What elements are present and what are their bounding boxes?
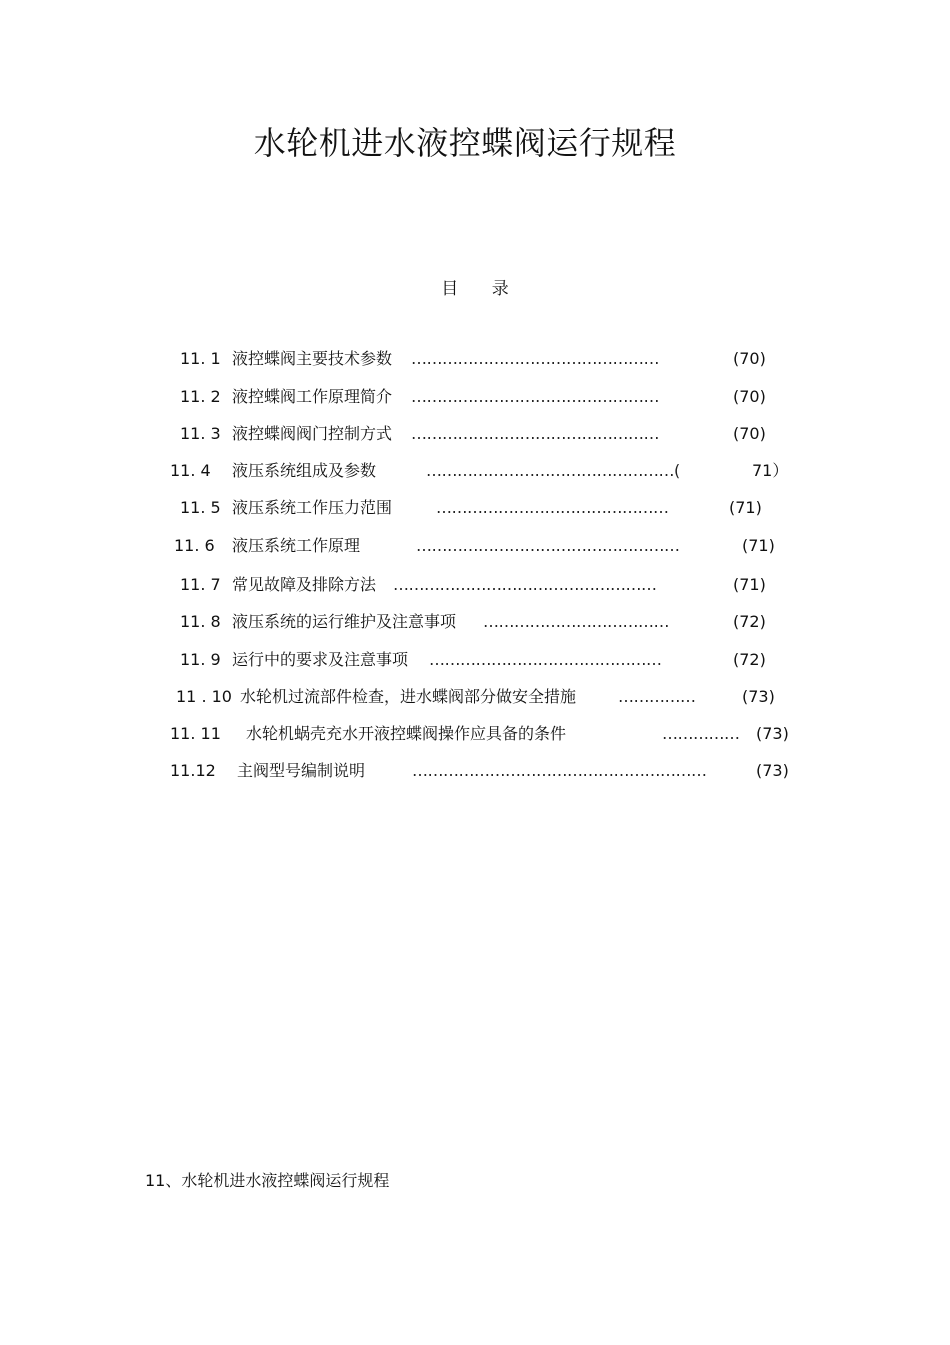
toc-entry-number: 11.12 [170, 761, 216, 780]
toc-entry-number: 11. 4 [170, 461, 211, 480]
toc-entry-page: (73) [756, 724, 789, 743]
toc-entry-page: (73) [742, 687, 775, 706]
toc-entry-11-7[interactable] [180, 574, 780, 596]
toc-leader-dots: ………………………………………………… [412, 761, 707, 780]
toc-leader-dots: ………………………………………… [411, 387, 659, 406]
toc-entry-page: 71） [752, 461, 789, 480]
toc-entry-11-4[interactable] [170, 460, 790, 482]
toc-leader-dots: …………… [618, 687, 696, 706]
toc-entry-page: (70) [733, 424, 766, 443]
toc-entry-title: 常见故障及排除方法 [232, 575, 377, 594]
toc-entry-number: 11. 8 [180, 612, 221, 631]
toc-entry-11-3[interactable] [180, 423, 780, 445]
toc-entry-number: 11. 3 [180, 424, 221, 443]
toc-entry-title: 液控蝶阀工作原理简介 [232, 387, 393, 406]
toc-entry-page: (72) [733, 612, 766, 631]
toc-entry-page: (71) [729, 498, 762, 517]
toc-entry-page: (71) [733, 575, 766, 594]
toc-entry-11-11[interactable] [170, 723, 790, 745]
toc-entry-title: 水轮机过流部件检查，进水蝶阀部分做安全措施 [240, 687, 577, 706]
toc-entry-page: (72) [733, 650, 766, 669]
toc-entry-11-9[interactable] [180, 649, 780, 671]
toc-entry-page: (70) [733, 387, 766, 406]
toc-entry-number: 11. 2 [180, 387, 221, 406]
toc-entry-title: 液控蝶阀阀门控制方式 [232, 424, 393, 443]
toc-entry-11-10[interactable] [176, 686, 786, 708]
toc-leader-dots: …………………………………………… [416, 536, 680, 555]
toc-entry-number: 11. 7 [180, 575, 221, 594]
toc-entry-number: 11 . 10 [176, 687, 232, 706]
toc-entry-title: 液压系统工作压力范围 [232, 498, 393, 517]
page-title: 水轮机进水液控蝶阀运行规程 [253, 124, 677, 162]
toc-entry-11-8[interactable] [180, 611, 780, 633]
toc-entry-page: (71) [742, 536, 775, 555]
toc-entry-title: 运行中的要求及注意事项 [232, 650, 409, 669]
toc-entry-11-6[interactable] [174, 535, 784, 557]
toc-leader-dots: …………… [662, 724, 740, 743]
toc-entry-page: (70) [733, 349, 766, 368]
toc-entry-11-1[interactable] [180, 348, 780, 370]
toc-entry-title: 液压系统工作原理 [232, 536, 361, 555]
toc-entry-title: 液压系统的运行维护及注意事项 [232, 612, 457, 631]
toc-leader-dots: ………………………………………… [411, 349, 659, 368]
toc-leader-dots: ………………………………………… [411, 424, 659, 443]
toc-entry-11-12[interactable] [170, 760, 790, 782]
toc-leader-dots: ……………………………… [483, 612, 669, 631]
toc-entry-number: 11. 5 [180, 498, 221, 517]
toc-entry-title: 主阀型号编制说明 [237, 761, 366, 780]
toc-entry-number: 11. 1 [180, 349, 221, 368]
toc-entry-number: 11. 9 [180, 650, 221, 669]
toc-entry-number: 11. 6 [174, 536, 215, 555]
toc-leader-dots: …………………………………………… [393, 575, 657, 594]
toc-leader-dots: …………………………………………( [426, 461, 680, 480]
toc-entry-title: 水轮机蜗壳充水开液控蝶阀操作应具备的条件 [246, 724, 567, 743]
toc-entry-11-5[interactable] [180, 497, 780, 519]
toc-entry-page: (73) [756, 761, 789, 780]
toc-entry-number: 11. 11 [170, 724, 221, 743]
toc-leader-dots: ……………………………………… [429, 650, 662, 669]
toc-entry-11-2[interactable] [180, 386, 780, 408]
toc-entry-title: 液控蝶阀主要技术参数 [232, 349, 393, 368]
toc-heading: 目 录 [441, 279, 509, 299]
toc-entry-title: 液压系统组成及参数 [232, 461, 377, 480]
toc-leader-dots: ……………………………………… [436, 498, 669, 517]
section-heading: 11、水轮机进水液控蝶阀运行规程 [145, 1171, 390, 1190]
